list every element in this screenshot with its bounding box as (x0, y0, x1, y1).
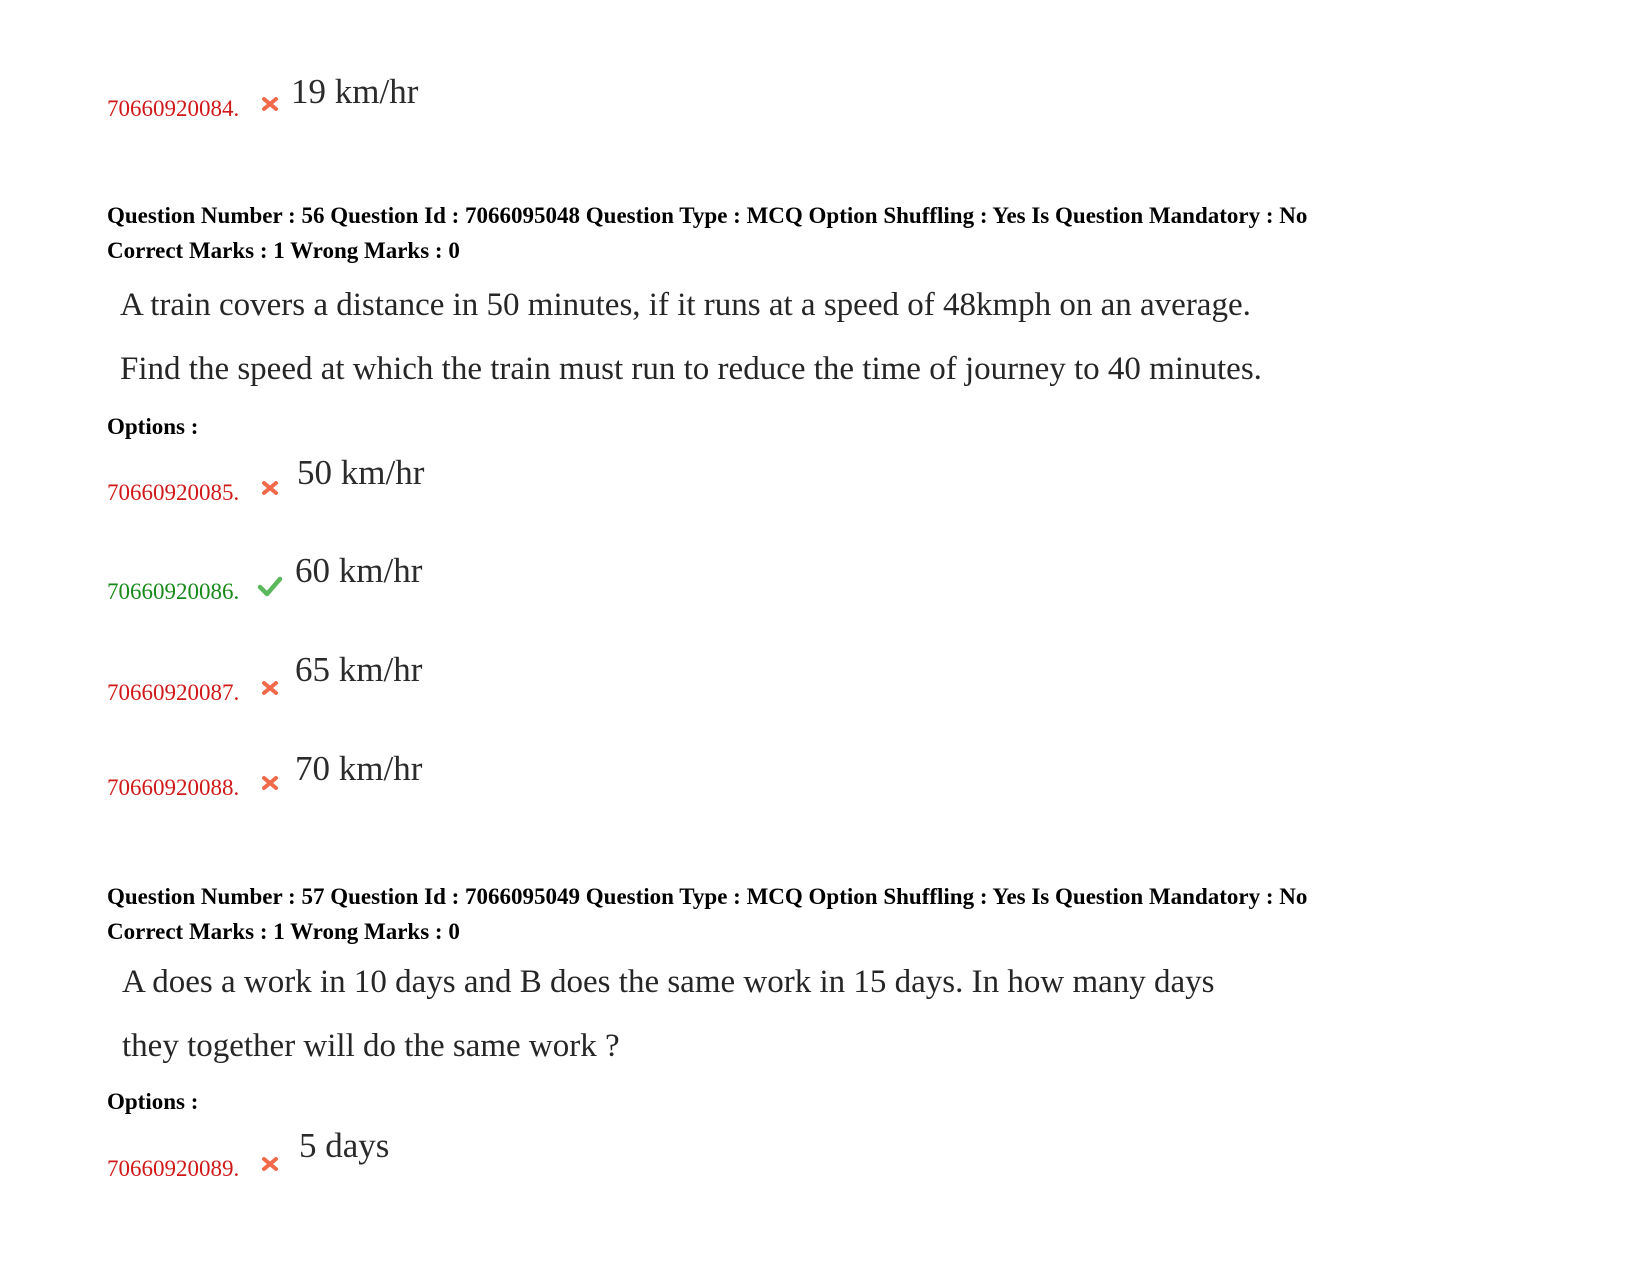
options-label: Options : (107, 1089, 199, 1114)
question-marks: Correct Marks : 1 Wrong Marks : 0 (107, 238, 460, 263)
question-meta: Question Number : 56 Question Id : 7066095048 Question Type : MCQ Option Shuffling : Yes Is Question Mandatory : No (107, 203, 1308, 228)
cross-icon (260, 94, 280, 114)
question-marks: Correct Marks : 1 Wrong Marks : 0 (107, 919, 460, 944)
option-id: 70660920086. (107, 579, 240, 604)
option-text: 70 km/hr (295, 749, 423, 788)
option-text: 5 days (299, 1126, 390, 1165)
option-text: 19 km/hr (291, 72, 419, 111)
option-id: 70660920084. (107, 96, 240, 121)
option-id: 70660920089. (107, 1156, 240, 1181)
option-text: 50 km/hr (297, 453, 425, 492)
cross-icon (260, 773, 280, 793)
question-text-line: Find the speed at which the train must run to reduce the time of journey to 40 minutes. (120, 351, 1262, 387)
cross-icon (260, 478, 280, 498)
option-text: 60 km/hr (295, 551, 423, 590)
option-id: 70660920088. (107, 775, 240, 800)
question-text-line: A train covers a distance in 50 minutes, if it runs at a speed of 48kmph on an average. (120, 287, 1251, 323)
options-label: Options : (107, 414, 199, 439)
cross-icon (260, 1154, 280, 1174)
option-text: 65 km/hr (295, 650, 423, 689)
question-header (107, 879, 1307, 949)
question-header (107, 198, 1307, 268)
cross-icon (260, 678, 280, 698)
option-id: 70660920085. (107, 480, 240, 505)
question-meta: Question Number : 57 Question Id : 7066095049 Question Type : MCQ Option Shuffling : Yes Is Question Mandatory : No (107, 884, 1308, 909)
check-icon (257, 575, 283, 597)
option-id: 70660920087. (107, 680, 240, 705)
question-text-line: A does a work in 10 days and B does the same work in 15 days. In how many days (122, 964, 1215, 1000)
question-text-line: they together will do the same work ? (122, 1028, 620, 1064)
